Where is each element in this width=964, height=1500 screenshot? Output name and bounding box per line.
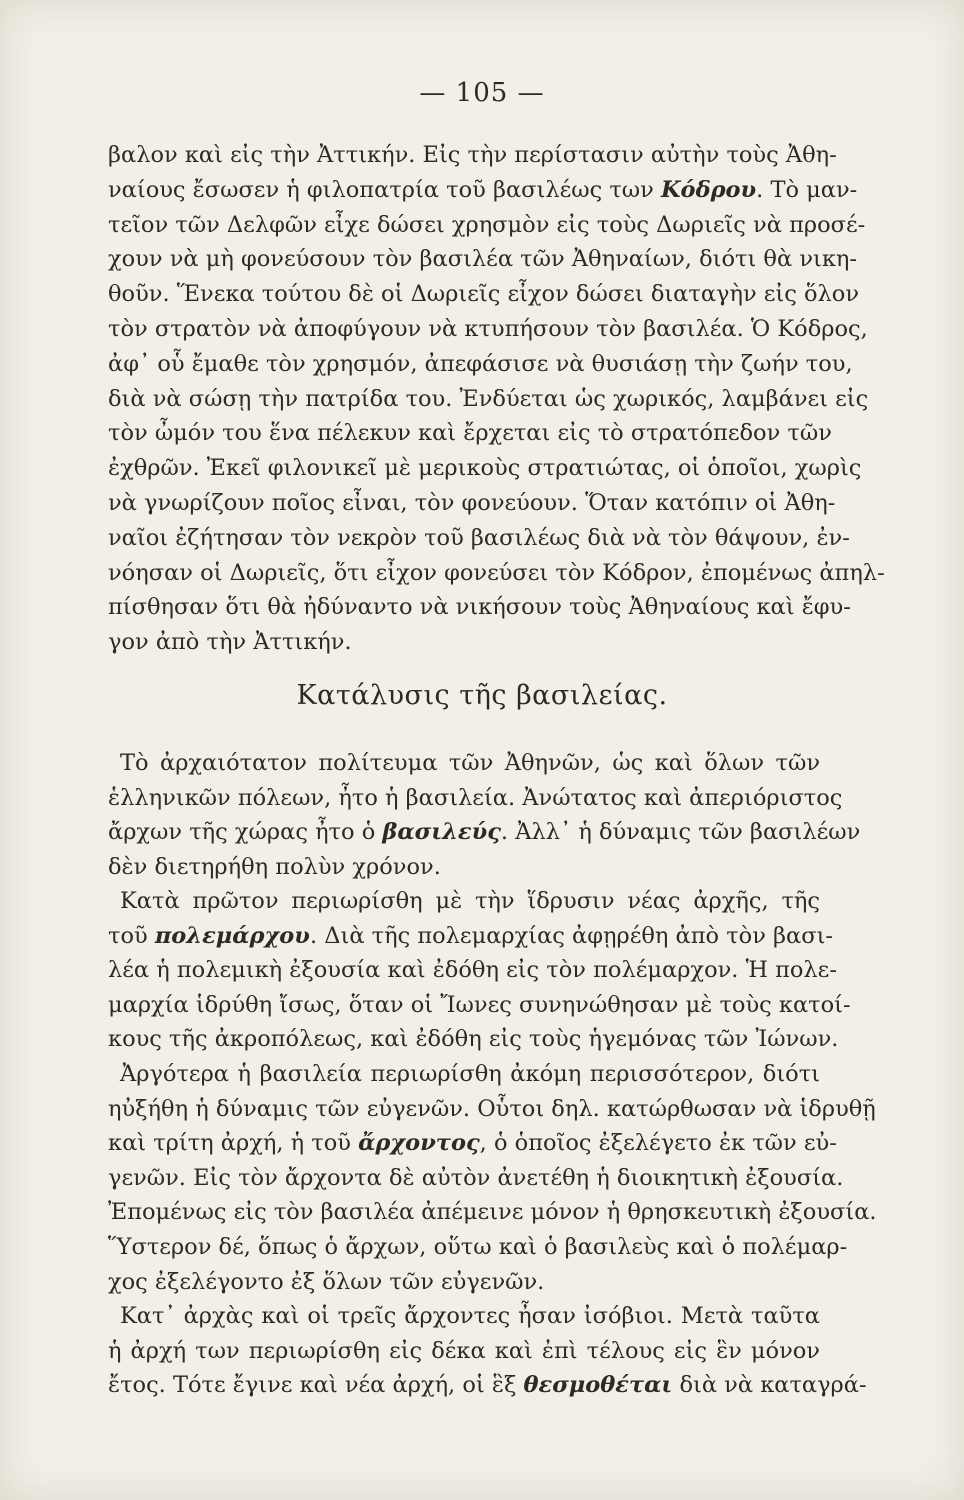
text-line [108, 1128, 837, 1158]
text-line [108, 990, 851, 1020]
text-line [108, 523, 850, 553]
text-run: πίσθησαν ὅτι θὰ ἠδύναντο νὰ νικήσουν τοὺς Ἀθηναίους καὶ ἔφυ- [108, 594, 851, 621]
section-heading: Κατάλυσις τῆς βασιλείας. [296, 680, 668, 711]
text-run: ἔτος. Τότε ἔγινε καὶ νέα ἀρχή, οἱ ἓξ [108, 1372, 524, 1399]
text-run: Κατὰ πρῶτον περιωρίσθη μὲ τὴν ἵδρυσιν νέας ἀρχῆς, τῆς [120, 888, 820, 914]
text-run: γενῶν. Εἰς τὸν ἄρχοντα δὲ αὐτὸν ἀνετέθη ἡ διοικητικὴ ἐξουσία. [108, 1164, 844, 1191]
text-line [108, 817, 861, 847]
text-line [108, 384, 869, 414]
text-line [108, 349, 853, 379]
text-run: τὸν στρατὸν νὰ ἀποφύγουν νὰ κτυπήσουν τὸν βασιλέα. Ὁ Κόδρος, [108, 316, 868, 342]
text-line [108, 418, 832, 448]
page-number: — 105 — [419, 78, 545, 108]
text-line [108, 558, 885, 588]
text-run: βαλον καὶ εἰς τὴν Ἀττικήν. Εἰς τὴν περίστασιν αὐτὴν τοὺς Ἀθη- [108, 142, 837, 168]
text-run: . Ἀλλ᾽ ἡ δύναμις τῶν βασιλέων [500, 819, 861, 846]
text-run: νὰ γνωρίζουν ποῖος εἶναι, τὸν φονεύουν. Ὅταν κατόπιν οἱ Ἀθη- [108, 490, 836, 516]
text-run: Ἐπομένως εἰς τὸν βασιλέα ἀπέμεινε μόνον ἡ θρησκευτικὴ ἐξουσία. [108, 1199, 877, 1226]
text-line [108, 1059, 820, 1089]
text-run: ἄρχων τῆς χώρας ἦτο ὁ [108, 819, 383, 846]
emphasized-term: βασιλεύς [382, 819, 501, 846]
text-run: τὸν ὦμόν του ἕνα πέλεκυν καὶ ἔρχεται εἰς τὸ στρατόπεδον τῶν [108, 420, 832, 447]
text-run: ἀφ᾽ οὗ ἔμαθε τὸν χρησμόν, ἀπεφάσισε νὰ θυσιάσῃ τὴν ζωήν του, [108, 350, 853, 377]
text-run: τοῦ [108, 922, 155, 949]
text-line [108, 852, 820, 882]
text-line [108, 627, 820, 657]
emphasized-term: Κόδρου [661, 176, 757, 203]
text-run: θοῦν. Ἕνεκα τούτου δὲ οἱ Δωριεῖς εἶχον δώσει διαταγὴν εἰς ὅλον [108, 281, 860, 308]
text-run: ἐχθρῶν. Ἐκεῖ φιλονικεῖ μὲ μερικοὺς στρατιώτας, οἱ ὁποῖοι, χωρὶς [108, 455, 862, 482]
text-line [108, 1024, 839, 1054]
text-line [108, 210, 866, 240]
text-run: νόησαν οἱ Δωριεῖς, ὅτι εἶχον φονεύσει τὸν Κόδρον, ἐπομένως ἀπηλ- [108, 559, 885, 586]
text-run: χος ἐξελέγοντο ἐξ ὅλων τῶν εὐγενῶν. [108, 1268, 545, 1295]
text-run: διὰ νὰ καταγρά- [672, 1372, 867, 1399]
text-run: μαρχία ἱδρύθη ἴσως, ὅταν οἱ Ἴωνες συνηνώθησαν μὲ τοὺς κατοί- [108, 991, 851, 1018]
text-line [108, 886, 820, 916]
text-run: τεῖον τῶν Δελφῶν εἶχε δώσει χρησμὸν εἰς τοὺς Δωριεῖς νὰ προσέ- [108, 211, 866, 238]
text-line [108, 314, 868, 344]
text-run: καὶ τρίτη ἀρχή, ἡ τοῦ [108, 1130, 359, 1157]
text-line [108, 1232, 848, 1262]
text-run: ναίους ἔσωσεν ἡ φιλοπατρία τοῦ βασιλέως των [108, 176, 661, 203]
text-line [108, 1094, 876, 1124]
text-run: ναῖοι ἐζήτησαν τὸν νεκρὸν τοῦ βασιλέως διὰ νὰ τὸν θάψουν, ἐν- [108, 524, 850, 551]
emphasized-term: θεσμοθέται [523, 1372, 673, 1399]
text-run: , ὁ ὁποῖος ἐξελέγετο ἐκ τῶν εὐ- [479, 1130, 837, 1157]
text-line [108, 1163, 844, 1193]
text-run: Τὸ ἀρχαιότατον πολίτευμα τῶν Ἀθηνῶν, ὡς καὶ ὅλων τῶν [120, 750, 820, 776]
text-run: Κατ᾽ ἀρχὰς καὶ οἱ τρεῖς ἄρχοντες ἦσαν ἰσόβιοι. Μετὰ ταῦτα [120, 1303, 820, 1329]
emphasized-term: ἄρχοντος [358, 1130, 480, 1157]
text-line [108, 488, 836, 518]
text-line [108, 453, 862, 483]
text-line [108, 748, 820, 778]
text-run: . Τὸ μαν- [756, 176, 858, 203]
text-run: δὲν διετηρήθη πολὺν χρόνον. [108, 853, 441, 880]
text-run: γον ἀπὸ τὴν Ἀττικήν. [108, 629, 352, 656]
text-run: χουν νὰ μὴ φονεύσουν τὸν βασιλέα τῶν Ἀθηναίων, διότι θὰ νικη- [108, 246, 857, 273]
text-run: . Διὰ τῆς πολεμαρχίας ἀφῃρέθη ἀπὸ τὸν βασι- [309, 922, 834, 949]
emphasized-term: πολεμάρχου [154, 922, 310, 949]
text-run: ἡ ἀρχή των περιωρίσθη εἰς δέκα καὶ ἐπὶ τέλους εἰς ἓν μόνον [108, 1337, 820, 1364]
text-run: Ὕστερον δέ, ὅπως ὁ ἄρχων, οὕτω καὶ ὁ βασιλεὺς καὶ ὁ πολέμαρ- [108, 1234, 848, 1260]
text-line [108, 921, 834, 951]
text-run: διὰ νὰ σώσῃ τὴν πατρίδα του. Ἐνδύεται ὡς χωρικός, λαμβάνει εἰς [108, 385, 869, 412]
text-run: ἑλληνικῶν πόλεων, ἦτο ἡ βασιλεία. Ἀνώτατος καὶ ἀπεριόριστος [108, 784, 843, 811]
text-run: κους τῆς ἀκροπόλεως, καὶ ἐδόθη εἰς τοὺς ἡγεμόνας τῶν Ἰώνων. [108, 1026, 839, 1053]
text-line [108, 1370, 867, 1400]
text-line [108, 1336, 820, 1366]
text-line [108, 955, 837, 985]
text-run: Ἀργότερα ἡ βασιλεία περιωρίσθη ἀκόμη περισσότερον, διότι [120, 1061, 820, 1087]
text-run: ηὐξήθη ἡ δύναμις τῶν εὐγενῶν. Οὗτοι δηλ. κατώρθωσαν νὰ ἱδρυθῇ [108, 1095, 876, 1122]
text-line [108, 175, 858, 205]
text-line [108, 140, 837, 170]
text-run: λέα ἡ πολεμικὴ ἐξουσία καὶ ἐδόθη εἰς τὸν πολέμαρχον. Ἡ πολε- [108, 957, 837, 984]
text-line [108, 1301, 820, 1331]
text-line [108, 1197, 877, 1227]
text-line [108, 279, 860, 309]
text-line [108, 244, 857, 274]
text-line [108, 1267, 820, 1297]
text-line [108, 783, 843, 813]
text-line [108, 592, 851, 622]
